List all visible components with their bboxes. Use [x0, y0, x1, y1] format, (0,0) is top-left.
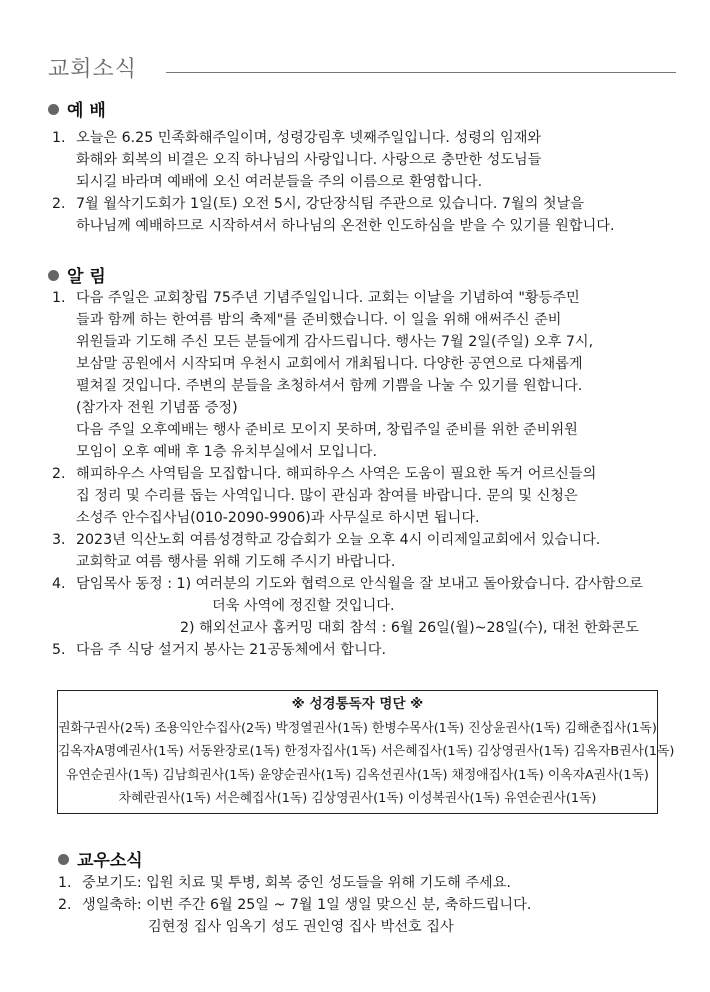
list-item — [52, 529, 643, 573]
list-item — [58, 872, 531, 894]
reader-row: 김옥자A명예권사(1독) 서동완장로(1독) 한정자집사(1독) 서은혜집사(1독) 김상영권사(1독) 김옥자B권사(1독) — [58, 744, 675, 759]
item-number: 1. — [58, 875, 72, 891]
list-item — [52, 287, 643, 463]
item-line: 2) 해외선교사 홈커밍 대회 참석 : 6월 26일(월)~28일(수), 대천 한화콘도 — [180, 620, 639, 636]
item-line: 오늘은 6.25 민족화해주일이며, 성령강림후 넷째주일입니다. 성령의 임재와 — [76, 130, 542, 146]
item-line: 다음 주일은 교회창립 75주년 기념주일입니다. 교회는 이날을 기념하여 "황등주민 — [76, 290, 580, 306]
list-item — [52, 463, 643, 529]
header-divider — [166, 72, 676, 73]
worship-heading-label: 예 배 — [67, 101, 106, 121]
item-line: 하나님께 예배하므로 시작하셔서 하나님의 온전한 인도하심을 받을 수 있기를 원합니다. — [76, 218, 615, 234]
list-item — [52, 573, 643, 639]
list-item — [52, 127, 615, 193]
bullet-icon — [48, 104, 59, 115]
item-line: 집 정리 및 수리를 돕는 사역입니다. 많이 관심과 참여를 바랍니다. 문의 및 신청은 — [76, 488, 578, 504]
item-line: 모임이 오후 예배 후 1층 유치부실에서 모입니다. — [76, 444, 377, 460]
notice-heading — [48, 262, 106, 287]
item-line: 더욱 사역에 정진할 것입니다. — [212, 598, 395, 614]
page-header — [48, 52, 676, 86]
bullet-icon — [48, 270, 59, 281]
page-title: 교회소식 — [48, 57, 138, 82]
item-number: 4. — [52, 576, 66, 592]
list-item — [58, 894, 531, 916]
item-line: 화해와 회복의 비결은 오직 하나님의 사랑입니다. 사랑으로 충만한 성도님들 — [76, 152, 542, 168]
item-line: 2023년 익산노회 여름성경학교 강습회가 오늘 오후 4시 이리제일교회에서 있습니다. — [76, 532, 601, 548]
item-line: 다음 주일 오후예배는 행사 준비로 모이지 못하며, 창립주일 준비를 위한 준비위원 — [76, 422, 578, 438]
birthday-names: 김현정 집사 임옥기 성도 권인영 집사 박선호 집사 — [148, 919, 454, 935]
item-number: 3. — [52, 532, 66, 548]
members-heading — [58, 846, 143, 871]
item-line: 해피하우스 사역팀을 모집합니다. 해피하우스 사역은 도움이 필요한 독거 어르신들의 — [76, 466, 597, 482]
item-number: 2. — [58, 897, 72, 913]
list-item — [52, 639, 643, 661]
item-line: 교회학교 여름 행사를 위해 기도해 주시기 바랍니다. — [76, 554, 396, 570]
bullet-icon — [58, 854, 69, 865]
item-line: 담임목사 동정 : 1) 여러분의 기도와 협력으로 안식월을 잘 보내고 돌아왔습니다. 감사함으로 — [76, 576, 643, 592]
members-list — [58, 872, 531, 916]
item-number: 1. — [52, 290, 66, 306]
reader-row: 유연순권사(1독) 김남희권사(1독) 윤양순권사(1독) 김옥선권사(1독) 채정애집사(1독) 이옥자A권사(1독) — [66, 767, 649, 783]
notice-heading-label: 알 림 — [67, 267, 106, 287]
item-line: 들과 함께 하는 한여름 밤의 축제"를 준비했습니다. 이 일을 위해 애써주신 준비 — [76, 312, 562, 328]
list-item — [52, 193, 615, 237]
item-number: 2. — [52, 196, 66, 212]
notice-list — [52, 287, 643, 661]
item-number: 1. — [52, 130, 66, 146]
item-line: 위원들과 기도해 주신 모든 분들에게 감사드립니다. 행사는 7월 2일(주일) 오후 7시, — [76, 334, 594, 350]
bible-readers-box — [57, 690, 675, 814]
item-line: (참가자 전원 기념품 증정) — [76, 400, 238, 416]
item-line: 7월 월삭기도회가 1일(토) 오전 5시, 강단장식팀 주관으로 있습니다. 7월의 첫날을 — [76, 196, 584, 212]
reader-row: 권화구권사(2독) 조용익안수집사(2독) 박정열권사(1독) 한병수목사(1독) 진상윤권사(1독) 김해춘집사(1독) — [58, 720, 657, 736]
members-heading-label: 교우소식 — [77, 851, 143, 871]
item-line: 생일축하: 이번 주간 6월 25일 ~ 7월 1일 생일 맞으신 분, 축하드립니다. — [82, 897, 532, 913]
item-line: 되시길 바라며 예배에 오신 여러분들을 주의 이름으로 환영합니다. — [76, 174, 483, 190]
item-number: 5. — [52, 642, 66, 658]
reader-row: 차혜란권사(1독) 서은혜집사(1독) 김상영권사(1독) 이성복권사(1독) 유연순권사(1독) — [118, 791, 597, 806]
worship-list — [52, 127, 615, 237]
item-line: 소성주 안수집사님(010-2090-9906)과 사무실로 하시면 됩니다. — [76, 510, 480, 526]
item-line: 중보기도: 입원 치료 및 투병, 회복 중인 성도들을 위해 기도해 주세요. — [82, 875, 511, 891]
item-line: 펼쳐질 것입니다. 주변의 분들을 초청하셔서 함께 기쁨을 나눌 수 있기를 원합니다. — [76, 378, 583, 394]
item-number: 2. — [52, 466, 66, 482]
worship-heading — [48, 96, 106, 121]
bible-readers-title: ※ 성경통독자 명단 ※ — [291, 696, 424, 712]
item-line: 보삼말 공원에서 시작되며 우천시 교회에서 개최됩니다. 다양한 공연으로 다채롭게 — [76, 356, 583, 372]
item-line: 다음 주 식당 설거지 봉사는 21공동체에서 합니다. — [76, 642, 387, 658]
